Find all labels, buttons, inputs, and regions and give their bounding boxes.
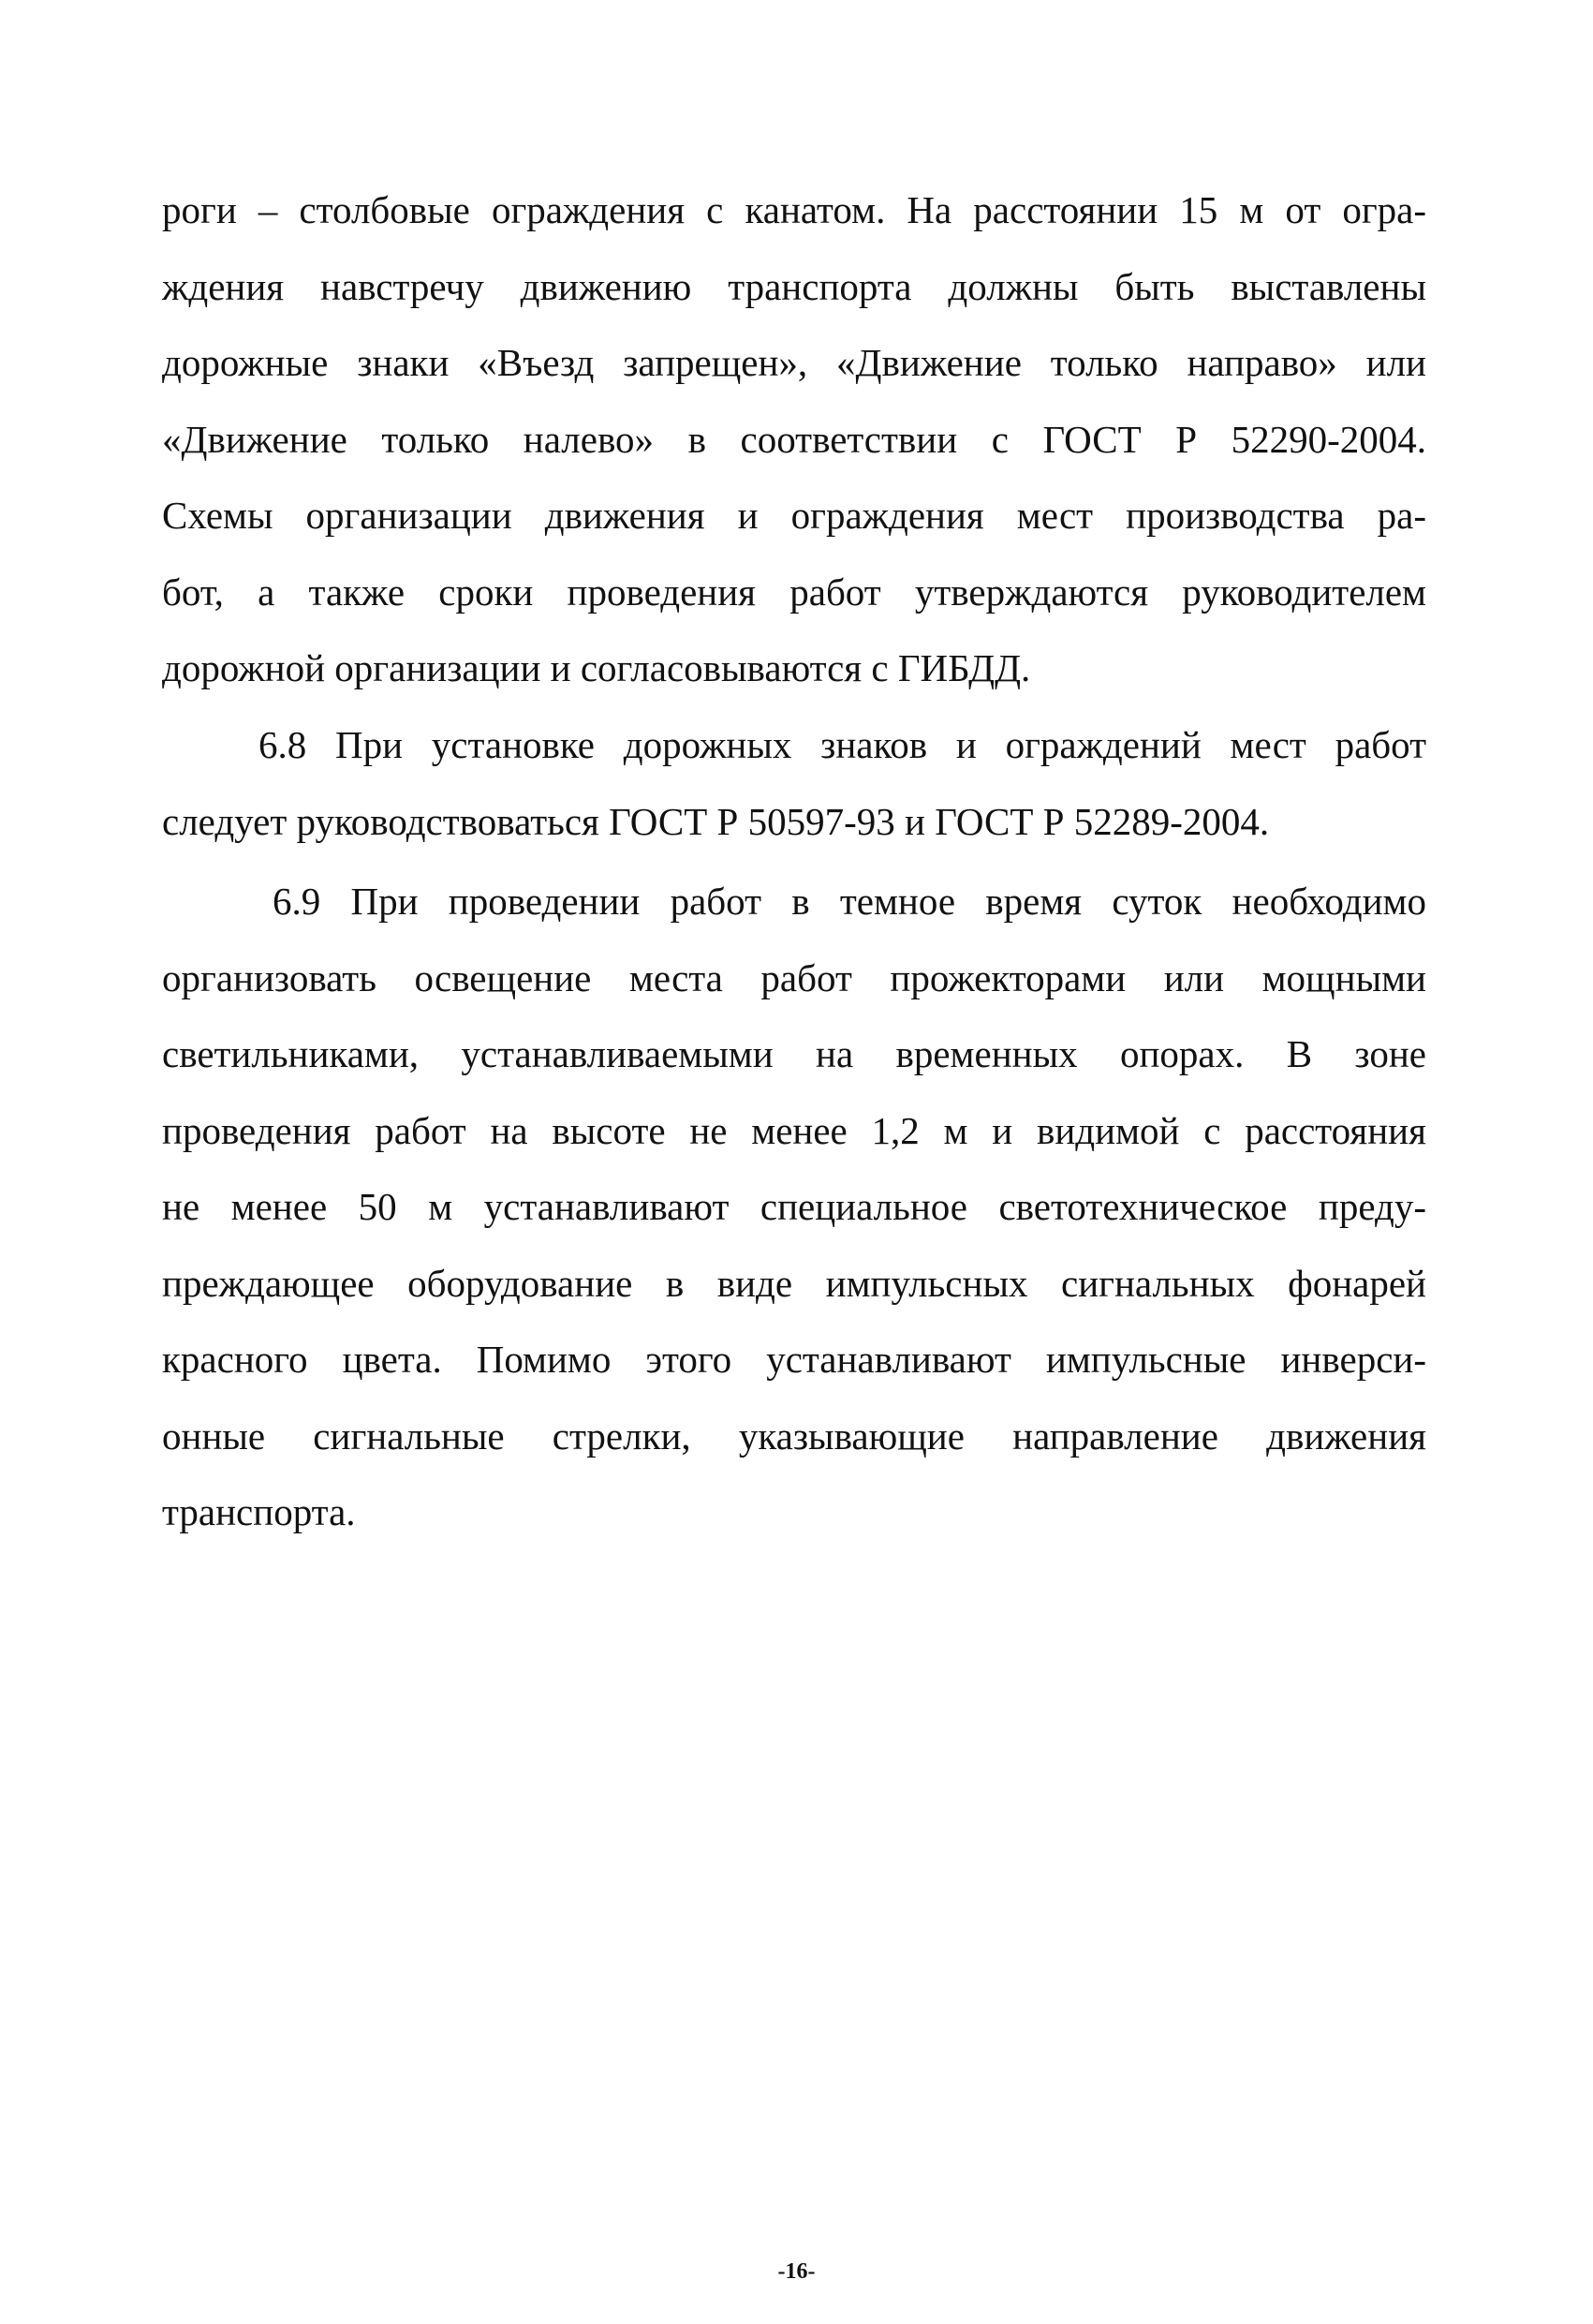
text-line: бот, а также сроки проведения работ утверждаются руководителем — [162, 570, 1426, 614]
text-line: транспорта. — [162, 1490, 356, 1533]
page-number: -16- — [777, 2259, 816, 2284]
text-line: проведения работ на высоте не менее 1,2 м и видимой с расстояния — [162, 1108, 1426, 1152]
text-line: дорожные знаки «Въезд запрещен», «Движение только направо» или — [162, 341, 1426, 384]
text-line: роги – столбовые ограждения с канатом. На расстоянии 15 м от огра- — [162, 188, 1426, 231]
text-line: следует руководствоваться ГОСТ Р 50597-93 и ГОСТ Р 52289-2004. — [162, 799, 1270, 843]
text-line: красного цвета. Помимо этого устанавливают импульсные инверси- — [162, 1338, 1426, 1381]
text-line: 6.9 При проведении работ в темное время суток необходимо — [273, 880, 1426, 923]
text-line: Схемы организации движения и ограждения мест производства ра- — [162, 494, 1426, 537]
text-line: ждения навстречу движению транспорта должны быть выставлены — [162, 264, 1426, 308]
text-line: «Движение только налево» в соответствии с ГОСТ Р 52290-2004. — [162, 417, 1426, 461]
text-line: 6.8 При установке дорожных знаков и ограждений мест работ — [258, 723, 1426, 766]
text-line: светильниками, устанавливаемыми на временных опорах. В зоне — [162, 1032, 1426, 1075]
text-line: дорожной организации и согласовываются с ГИБДД. — [162, 646, 1031, 689]
text-line: организовать освещение места работ прожекторами или мощными — [162, 955, 1426, 999]
paragraph-6-8 — [162, 707, 1426, 860]
paragraph-6-9 — [162, 864, 1426, 1551]
text-line: онные сигнальные стрелки, указывающие направление движения — [162, 1414, 1426, 1458]
text-line: преждающее оборудование в виде импульсных сигнальных фонарей — [162, 1261, 1426, 1305]
text-line: не менее 50 м устанавливают специальное светотехническое преду- — [162, 1185, 1426, 1228]
paragraph-continuation — [162, 172, 1426, 707]
